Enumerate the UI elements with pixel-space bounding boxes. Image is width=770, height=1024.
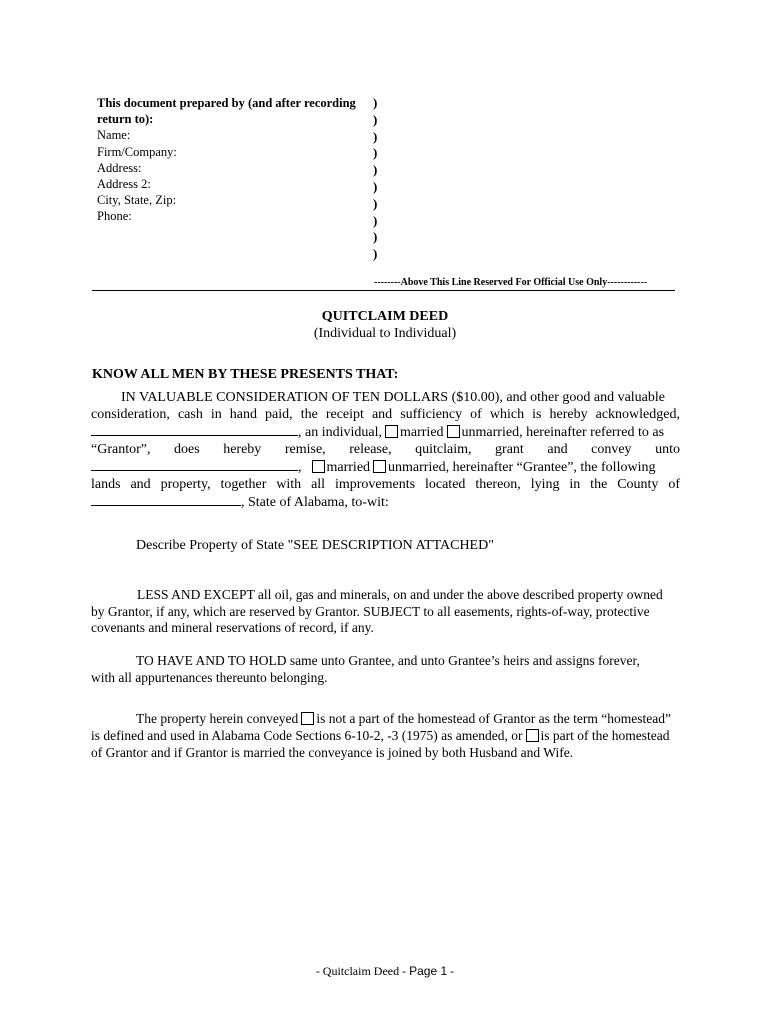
header-divider (92, 290, 675, 291)
property-description: Describe Property of State "SEE DESCRIPTION ATTACHED" (136, 538, 494, 553)
consideration-line-1: IN VALUABLE CONSIDERATION OF TEN DOLLARS ($10.00), and other good and valuable (121, 390, 666, 405)
homestead-line-3: of Grantor and if Grantor is married the conveyance is joined by both Husband and Wife. (91, 745, 574, 760)
to-have-line-1: TO HAVE AND TO HOLD same unto Grantee, and unto Grantee’s heirs and assigns forever, (136, 653, 640, 668)
grantee-unmarried-checkbox[interactable] (373, 460, 386, 473)
bracket: ) (373, 178, 378, 194)
text: , an individual, (298, 425, 382, 440)
name-label: Name: (97, 128, 131, 143)
text: unmarried, hereinafter referred to as (461, 425, 665, 440)
consideration-line-5 (91, 458, 680, 477)
to-have-line-2: with all appurtenances thereunto belonging. (91, 669, 328, 685)
text: married (400, 425, 444, 440)
homestead-line-1 (91, 710, 680, 727)
phone-label: Phone: (97, 209, 132, 224)
know-all-heading: KNOW ALL MEN BY THESE PRESENTS THAT: (92, 367, 399, 382)
bracket: ) (373, 195, 378, 211)
text: , (298, 460, 302, 475)
grantee-married-checkbox[interactable] (312, 460, 325, 473)
document-title: QUITCLAIM DEED (321, 309, 449, 324)
consideration-line-4: “Grantor”, does hereby remise, release, quitclaim, grant and convey unto (91, 441, 680, 457)
page-footer (0, 964, 770, 979)
city-state-zip-label: City, State, Zip: (97, 193, 177, 208)
bracket-column (373, 95, 377, 263)
official-use-line: --------Above This Line Reserved For Official Use Only------------ (374, 277, 648, 288)
text: is not a part of the homestead of Grantor as the term “homestead” (316, 711, 671, 726)
bracket: ) (373, 246, 378, 262)
prepared-by-label: This document prepared by (and after recording (97, 96, 356, 110)
to-have-paragraph (91, 653, 680, 686)
bracket: ) (373, 145, 378, 161)
less-except-line-3: covenants and mineral reservations of record, if any. (91, 620, 374, 635)
bracket: ) (373, 95, 378, 110)
text: The property herein conveyed (136, 711, 299, 726)
consideration-line-6: lands and property, together with all improvements located thereon, lying in the County of (91, 476, 680, 492)
preparer-block (97, 95, 356, 225)
return-to-label: return to): (97, 112, 154, 127)
firm-label: Firm/Company: (97, 144, 177, 159)
grantor-unmarried-checkbox[interactable] (447, 425, 460, 438)
text: married (326, 460, 371, 475)
bracket: ) (373, 111, 378, 127)
footer-label: - Quitclaim Deed - (315, 964, 407, 978)
not-homestead-checkbox[interactable] (301, 712, 314, 725)
text: is part of the homestead (540, 728, 670, 743)
consideration-line-2: consideration, cash in hand paid, the receipt and sufficiency of which is hereby acknowledged, (91, 406, 680, 422)
text: , State of Alabama, to-wit: (241, 495, 389, 510)
page-number: Page 1 (409, 964, 448, 978)
consideration-line-3 (91, 423, 680, 442)
homestead-paragraph (91, 710, 680, 761)
consideration-line-7 (91, 493, 680, 512)
grantee-name-field[interactable] (91, 458, 298, 471)
text: is defined and used in Alabama Code Sections 6-10-2, -3 (1975) as amended, or (91, 728, 523, 743)
less-except-line-2: by Grantor, if any, which are reserved by Grantor. SUBJECT to all easements, rights-of-way, protective (91, 603, 650, 619)
document-subtitle: (Individual to Individual) (313, 326, 457, 341)
is-homestead-checkbox[interactable] (526, 729, 539, 742)
address-label: Address: (97, 160, 142, 175)
bracket: ) (373, 212, 378, 228)
bracket: ) (373, 229, 378, 245)
county-field[interactable] (91, 493, 241, 506)
less-except-line-1: LESS AND EXCEPT all oil, gas and minerals, on and under the above described property owned (137, 587, 663, 602)
consideration-paragraph (91, 390, 680, 512)
address2-label: Address 2: (97, 177, 151, 192)
grantor-name-field[interactable] (91, 423, 298, 436)
footer-dash: - (450, 964, 455, 978)
bracket: ) (373, 162, 378, 178)
grantor-married-checkbox[interactable] (385, 425, 398, 438)
bracket: ) (373, 128, 378, 144)
text: unmarried, hereinafter “Grantee”, the following (388, 460, 656, 475)
homestead-line-2 (91, 727, 680, 744)
less-except-paragraph (91, 587, 680, 637)
